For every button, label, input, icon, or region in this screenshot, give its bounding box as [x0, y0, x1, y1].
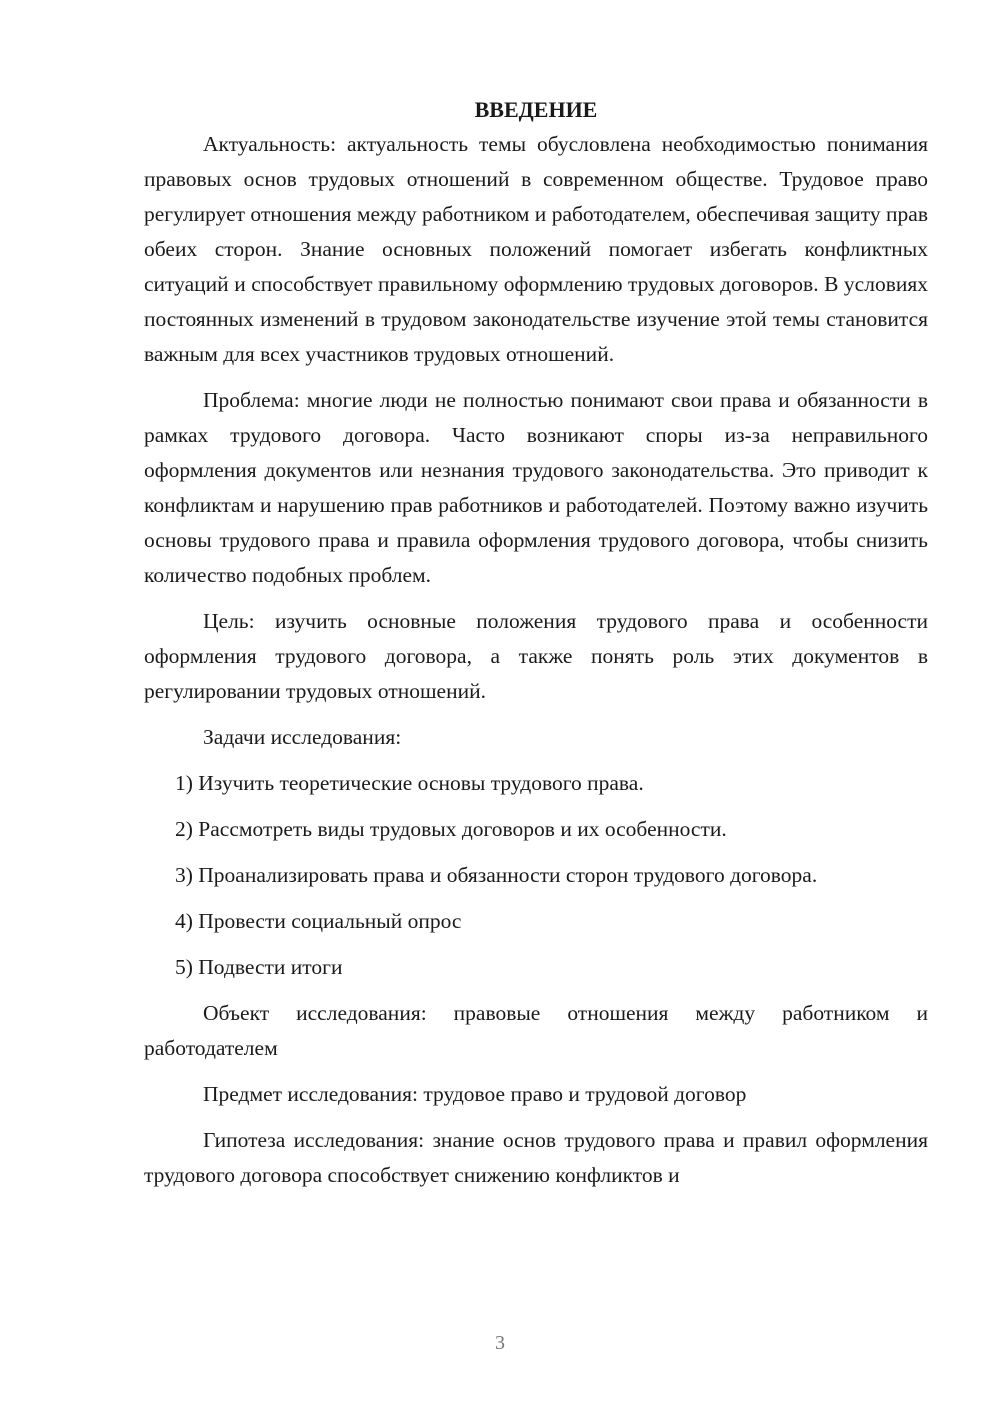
task-item-3: 3) Проанализировать права и обязанности сторон трудового договора.: [175, 863, 818, 887]
problem-paragraph: Проблема: многие люди не полностью понимают свои права и обязанности в рамках трудового договора. Часто возникают споры из-за неправильного оформления документов или незнания трудового законодательства. Это приводит к конфликтам и нарушению прав работников и работодателей. Поэтому важно изучить основы трудового права и правила оформления трудового договора, чтобы снизить количество подобных проблем.: [144, 388, 928, 587]
section-title: ВВЕДЕНИЕ: [474, 97, 598, 122]
relevance-paragraph: Актуальность: актуальность темы обусловлена необходимостью понимания правовых основ трудовых отношений в современном обществе. Трудовое право регулирует отношения между работником и работодателем, обеспечивая защиту прав обеих сторон. Знание основных положений помогает избегать конфликтных ситуаций и способствует правильному оформлению трудовых договоров. В условиях постоянных изменений в трудовом законодательстве изучение этой темы становится важным для всех участников трудовых отношений.: [144, 132, 928, 366]
page-number: 3: [495, 1332, 505, 1354]
task-item-5: 5) Подвести итоги: [175, 955, 343, 979]
tasks-heading: Задачи исследования:: [203, 725, 402, 749]
task-item-4: 4) Провести социальный опрос: [175, 909, 462, 933]
goal-paragraph: Цель: изучить основные положения трудового права и особенности оформления трудового договора, а также понять роль этих документов в регулировании трудовых отношений.: [144, 609, 928, 703]
document-page: [144, 92, 928, 1204]
task-item-1: 1) Изучить теоретические основы трудового права.: [175, 771, 644, 795]
subject-paragraph: Предмет исследования: трудовое право и трудовой договор: [203, 1082, 747, 1106]
hypothesis-paragraph: Гипотеза исследования: знание основ трудового права и правил оформления трудового договора способствует снижению конфликтов и: [144, 1128, 928, 1187]
task-item-2: 2) Рассмотреть виды трудовых договоров и их особенности.: [175, 817, 727, 841]
object-paragraph: Объект исследования: правовые отношения между работником и работодателем: [144, 1001, 928, 1060]
